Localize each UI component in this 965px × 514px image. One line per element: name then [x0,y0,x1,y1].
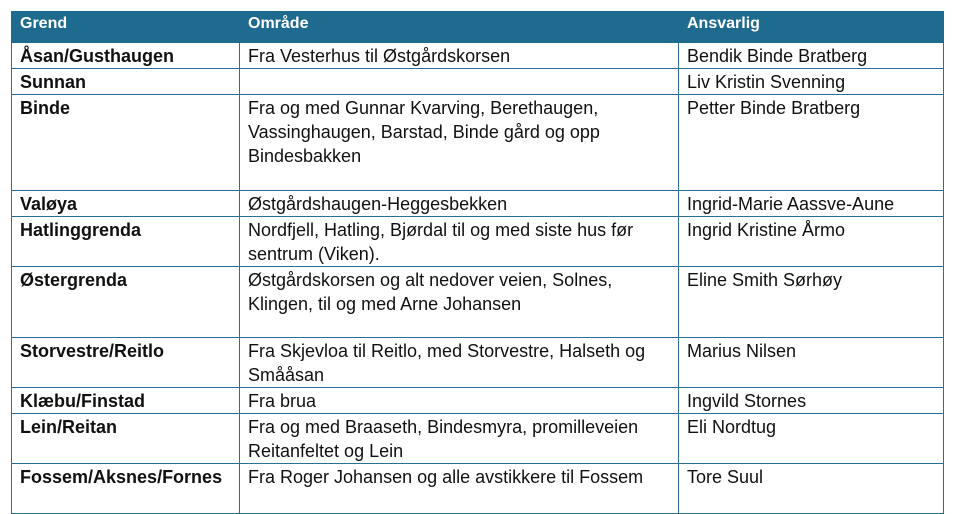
ansvarlig-cell: Ingvild Stornes [679,388,944,414]
header-grend: Grend [12,12,240,43]
grend-cell: Hatlinggrenda [12,217,240,267]
omrade-cell: Fra Skjevloa til Reitlo, med Storvestre, Halseth og Smååsan [240,338,679,388]
table-row [12,267,944,338]
grend-cell: Fossem/Aksnes/Fornes [12,464,240,514]
ansvarlig-cell: Petter Binde Bratberg [679,95,944,191]
grend-cell: Sunnan [12,69,240,95]
table-row [12,43,944,69]
grend-cell: Klæbu/Finstad [12,388,240,414]
grend-cell: Åsan/Gusthaugen [12,43,240,69]
table-row [12,191,944,217]
table-row [12,338,944,388]
omrade-cell: Fra Vesterhus til Østgårdskorsen [240,43,679,69]
ansvarlig-cell: Ingrid-Marie Aassve-Aune [679,191,944,217]
grend-cell: Valøya [12,191,240,217]
grend-cell: Østergrenda [12,267,240,338]
ansvarlig-cell: Bendik Binde Bratberg [679,43,944,69]
grend-cell: Storvestre/Reitlo [12,338,240,388]
ansvarlig-cell: Eli Nordtug [679,414,944,464]
table-row [12,414,944,464]
header-omrade: Område [240,12,679,43]
ansvarlig-cell: Liv Kristin Svenning [679,69,944,95]
table-row [12,69,944,95]
grend-cell: Lein/Reitan [12,414,240,464]
omrade-cell: Østgårdskorsen og alt nedover veien, Solnes, Klingen, til og med Arne Johansen [240,267,679,338]
omrade-cell: Nordfjell, Hatling, Bjørdal til og med siste hus før sentrum (Viken). [240,217,679,267]
table-row [12,95,944,191]
omrade-cell: Fra brua [240,388,679,414]
ansvarlig-cell: Marius Nilsen [679,338,944,388]
table-row [12,388,944,414]
ansvarlig-cell: Tore Suul [679,464,944,514]
table-row [12,464,944,514]
omrade-cell: Fra og med Braaseth, Bindesmyra, promilleveien Reitanfeltet og Lein [240,414,679,464]
omrade-cell: Østgårdshaugen-Heggesbekken [240,191,679,217]
omrade-cell [240,69,679,95]
grend-cell: Binde [12,95,240,191]
omrade-cell: Fra og med Gunnar Kvarving, Berethaugen, Vassinghaugen, Barstad, Binde gård og opp Bindesbakken [240,95,679,191]
header-row [12,12,944,43]
ansvarlig-cell: Ingrid Kristine Årmo [679,217,944,267]
grend-table [11,11,944,514]
omrade-cell: Fra Roger Johansen og alle avstikkere til Fossem [240,464,679,514]
table-row [12,217,944,267]
ansvarlig-cell: Eline Smith Sørhøy [679,267,944,338]
header-ansvarlig: Ansvarlig [679,12,944,43]
